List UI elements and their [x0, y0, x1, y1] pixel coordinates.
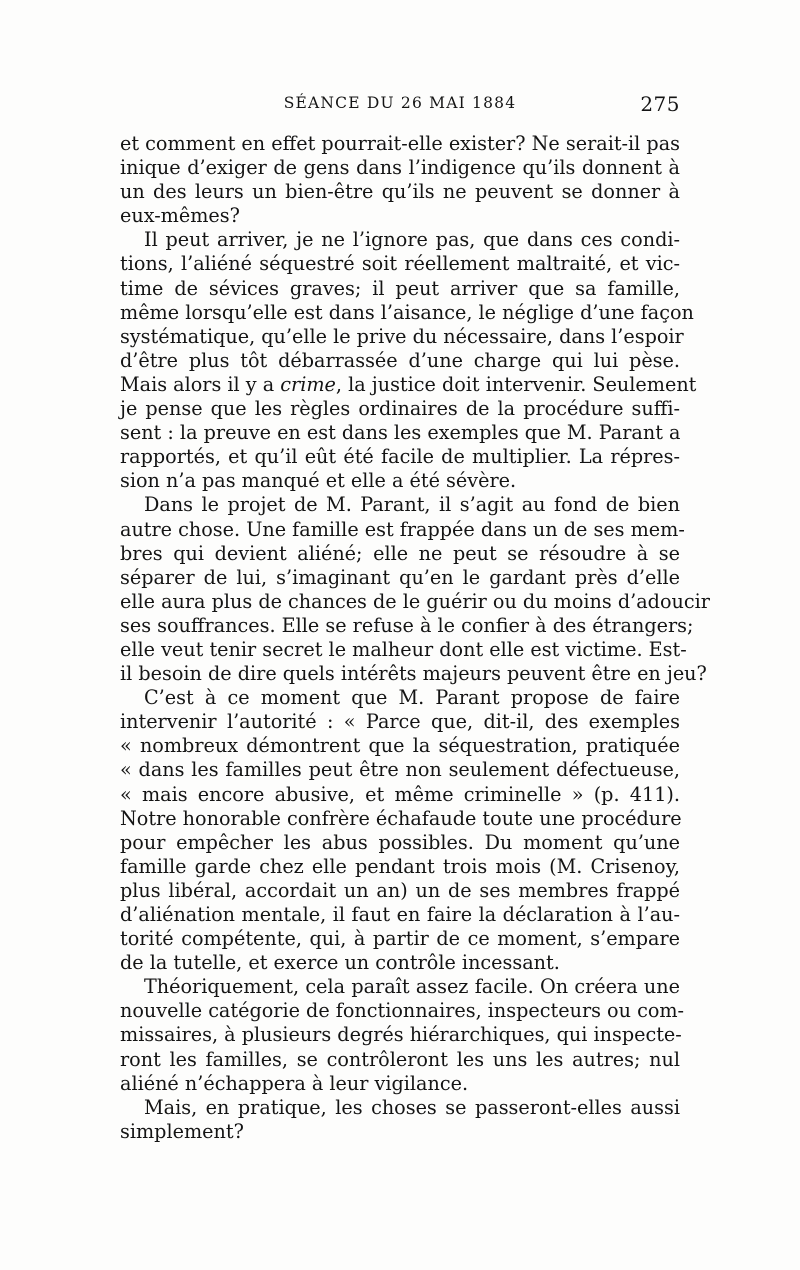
text-line-mixed: [120, 372, 697, 397]
text-line: et comment en effet pourrait-elle exister? Ne serait-il pas: [120, 132, 680, 155]
text-line: bres qui devient aliéné; elle ne peut se résoudre à se: [120, 541, 680, 565]
italic-word: crime: [280, 372, 336, 396]
text-line: ront les familles, se contrôleront les uns les autres; nul: [120, 1047, 680, 1071]
text-line: Notre honorable confrère échafaude toute une procédure: [120, 806, 682, 830]
text-line: systématique, qu’elle le prive du nécessaire, dans l’espoir: [120, 324, 684, 348]
text-line: sent : la preuve en est dans les exemples que M. Parant a: [120, 421, 681, 445]
text-line: séparer de lui, s’imaginant qu’en le gardant près d’elle: [120, 565, 680, 589]
text-line: d’être plus tôt débarrassée d’une charge qui lui pèse.: [120, 348, 680, 372]
text-line: plus libéral, accordait un an) un de ses membres frappé: [120, 878, 680, 902]
text-line: Il peut arriver, je ne l’ignore pas, que dans ces condi-: [144, 228, 680, 252]
text-line: missaires, à plusieurs degrés hiérarchiques, qui inspecte-: [120, 1023, 682, 1047]
text-line: time de sévices graves; il peut arriver que sa famille,: [120, 276, 680, 300]
text-line: eux-mêmes?: [120, 204, 240, 228]
text-line: simplement?: [120, 1119, 244, 1143]
text-line: aliéné n’échappera à leur vigilance.: [120, 1071, 469, 1095]
text-line: tions, l’aliéné séquestré soit réellement maltraité, et vic-: [120, 252, 680, 276]
text-line: inique d’exiger de gens dans l’indigence qu’ils donnent à: [120, 156, 680, 180]
text-line: il besoin de dire quels intérêts majeurs peuvent être en jeu?: [120, 662, 707, 686]
text-line: « nombreux démontrent que la séquestration, pratiquée: [120, 734, 680, 758]
text-line: intervenir l’autorité : « Parce que, dit-il, des exemples: [120, 710, 680, 734]
text-line: Théoriquement, cela paraît assez facile. On créera une: [144, 975, 680, 999]
text-line: Mais, en pratique, les choses se passeront-elles aussi: [144, 1095, 680, 1119]
text-line: « mais encore abusive, et même criminelle » (p. 411).: [120, 782, 680, 806]
text-line: ses souffrances. Elle se refuse à le confier à des étrangers;: [120, 613, 694, 637]
text-line: C’est à ce moment que M. Parant propose de faire: [144, 686, 680, 710]
text-line: « dans les familles peut être non seulement défectueuse,: [120, 758, 680, 782]
text-line: torité compétente, qui, à partir de ce moment, s’empare: [120, 927, 680, 951]
text-line: elle veut tenir secret le malheur dont elle est victime. Est-: [120, 637, 687, 661]
running-title: SÉANCE DU 26 MAI 1884: [283, 94, 517, 112]
text-segment: , la justice doit intervenir. Seulement: [335, 372, 697, 396]
text-line: un des leurs un bien-être qu’ils ne peuvent se donner à: [120, 180, 680, 204]
text-line: rapportés, et qu’il eût été facile de multiplier. La répres-: [120, 445, 680, 469]
text-line: je pense que les règles ordinaires de la procédure suffi-: [120, 397, 680, 421]
text-line: pour empêcher les abus possibles. Du moment qu’une: [120, 830, 680, 854]
page-number: 275: [640, 92, 680, 116]
text-line: de la tutelle, et exerce un contrôle incessant.: [120, 951, 560, 975]
text-line: sion n’a pas manqué et elle a été sévère.: [120, 469, 517, 493]
text-line: elle aura plus de chances de le guérir ou du moins d’adoucir: [120, 589, 710, 613]
body-text: [120, 132, 710, 1144]
text-line: famille garde chez elle pendant trois mois (M. Crisenoy,: [120, 854, 680, 878]
text-line: d’aliénation mentale, il faut en faire la déclaration à l’au-: [120, 903, 680, 926]
text-line: nouvelle catégorie de fonctionnaires, inspecteurs ou com-: [120, 999, 685, 1023]
text-line: Dans le projet de M. Parant, il s’agit au fond de bien: [144, 493, 680, 517]
text-segment: Mais alors il y a: [120, 372, 275, 396]
running-head: [120, 92, 680, 116]
text-line: autre chose. Une famille est frappée dans un de ses mem-: [120, 517, 685, 541]
text-line: même lorsqu’elle est dans l’aisance, le néglige d’une façon: [120, 300, 694, 324]
